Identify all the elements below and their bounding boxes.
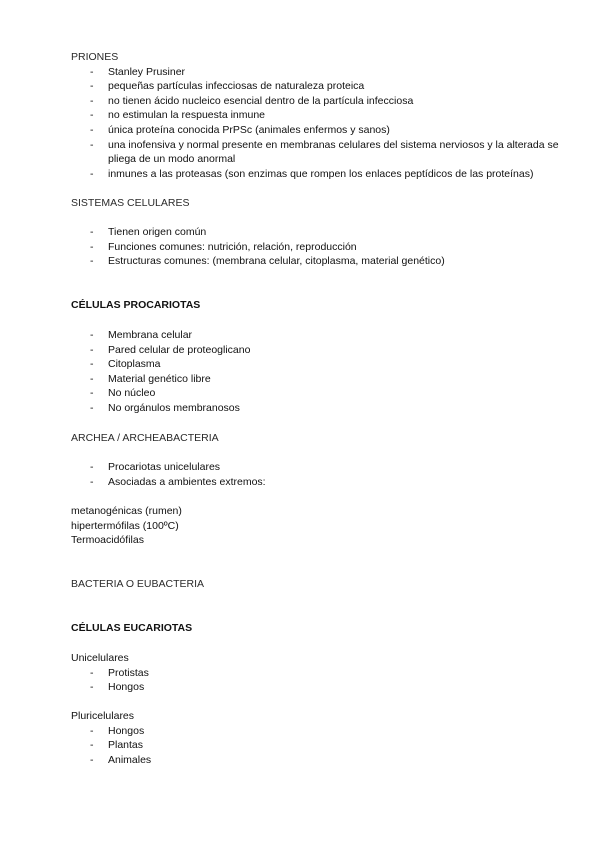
heading-sistemas: SISTEMAS CELULARES <box>71 197 190 209</box>
list-item: - inmunes a las proteasas (son enzimas que rompen los enlaces peptídicos de las proteínas) <box>71 167 582 182</box>
list-item: - Hongos <box>71 680 582 695</box>
list-item: - Pared celular de proteoglicano <box>71 343 582 358</box>
list-item: - Asociadas a ambientes extremos: <box>71 475 582 490</box>
heading-procariotas: CÉLULAS PROCARIOTAS <box>71 299 201 311</box>
list-item: - una inofensiva y normal presente en membranas celulares del sistema nerviosos y la alterada se pliega de un modo anormal <box>71 138 582 167</box>
list-archea <box>71 460 582 489</box>
section-priones <box>71 50 582 181</box>
section-eucariotas <box>71 621 582 636</box>
list-priones <box>71 65 582 182</box>
list-item: - Plantas <box>71 738 582 753</box>
list-item: - No orgánulos membranosos <box>71 401 582 416</box>
list-item: - Funciones comunes: nutrición, relación, reproducción <box>71 240 582 255</box>
list-item: - Membrana celular <box>71 328 582 343</box>
list-pluricelulares <box>71 724 582 768</box>
section-archea-list <box>71 460 582 489</box>
list-item: - no tienen ácido nucleico esencial dentro de la partícula infecciosa <box>71 94 582 109</box>
heading-eucariotas: CÉLULAS EUCARIOTAS <box>71 622 193 634</box>
heading-priones: PRIONES <box>71 51 119 63</box>
list-item: - única proteína conocida PrPSc (animales enfermos y sanos) <box>71 123 582 138</box>
list-item: - Tienen origen común <box>71 225 582 240</box>
section-sistemas <box>71 196 582 211</box>
list-item: - Protistas <box>71 666 582 681</box>
text-line: hipertermófilas (100ºC) <box>71 519 179 532</box>
section-bacteria <box>71 577 582 592</box>
section-pluricelulares <box>71 709 582 767</box>
label-pluricelulares: Pluricelulares <box>71 710 135 722</box>
list-item: - Stanley Prusiner <box>71 65 582 80</box>
list-item: - Animales <box>71 753 582 768</box>
section-procariotas-list <box>71 328 582 416</box>
list-item: - Procariotas unicelulares <box>71 460 582 475</box>
section-unicelulares <box>71 651 582 695</box>
list-item: - Material genético libre <box>71 372 582 387</box>
label-unicelulares: Unicelulares <box>71 652 129 664</box>
list-item: - pequeñas partículas infecciosas de naturaleza proteica <box>71 79 582 94</box>
text-line: Termoacidófilas <box>71 534 144 547</box>
section-archea <box>71 431 582 446</box>
list-item: - Citoplasma <box>71 357 582 372</box>
list-sistemas <box>71 225 582 269</box>
list-item: - Estructuras comunes: (membrana celular, citoplasma, material genético) <box>71 254 582 269</box>
list-item: - no estimulan la respuesta inmune <box>71 108 582 123</box>
heading-archea: ARCHEA / ARCHEABACTERIA <box>71 432 219 444</box>
text-line: metanogénicas (rumen) <box>71 505 182 517</box>
section-sistemas-list <box>71 225 582 269</box>
list-item: - No núcleo <box>71 386 582 401</box>
heading-bacteria: BACTERIA O EUBACTERIA <box>71 578 205 590</box>
list-procariotas <box>71 328 582 416</box>
section-procariotas <box>71 298 582 313</box>
list-item: - Hongos <box>71 724 582 739</box>
section-archea-lines <box>71 504 582 548</box>
list-unicelulares <box>71 666 582 695</box>
